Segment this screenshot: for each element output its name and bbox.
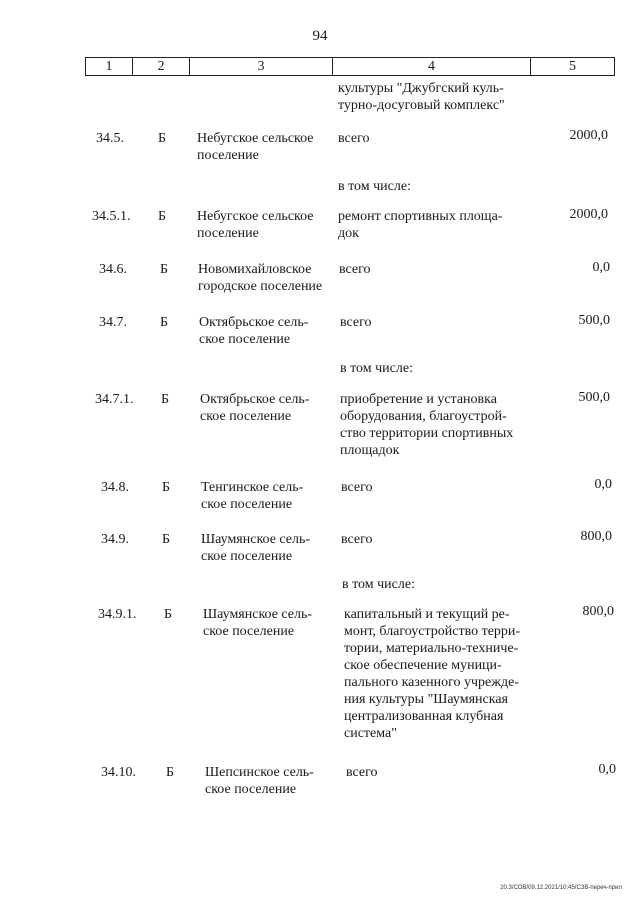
row-description: всего (341, 532, 373, 547)
table-header (85, 57, 615, 76)
row-name: Шаумянское сель- ское поселение (203, 607, 313, 639)
row-group: Б (166, 765, 175, 780)
row-group: Б (162, 480, 171, 495)
row-description: всего (339, 262, 371, 277)
row-name: Шаумянское сель- ское поселение (201, 532, 311, 564)
subtotal-label: в том числе: (342, 577, 415, 592)
row-description: всего (341, 480, 373, 495)
row-amount: 0,0 (592, 260, 610, 275)
row-group: Б (162, 532, 171, 547)
header-col-5: 5 (569, 59, 576, 74)
row-group: Б (164, 607, 173, 622)
row-number: 34.7. (99, 315, 127, 330)
row-name: Шепсинское сель- ское поселение (205, 765, 314, 797)
row-description: всего (338, 131, 370, 146)
row-description: капитальный и текущий ре- монт, благоустройство терри- тории, материально-техниче- ское обеспечение муници- пального казенного учрежде- ния культуры "Шаумянская централизованная клубная система" (344, 607, 521, 741)
header-col-4: 4 (333, 58, 531, 75)
subtotal-label: в том числе: (338, 179, 411, 194)
row-group: Б (160, 262, 169, 277)
row-name: Октябрьское сель- ское поселение (200, 392, 310, 424)
row-amount: 0,0 (598, 762, 616, 777)
row-amount: 800,0 (580, 529, 612, 544)
row-amount: 500,0 (578, 390, 610, 405)
row-amount: 2000,0 (569, 128, 608, 143)
row-group: Б (160, 315, 169, 330)
row-number: 34.6. (99, 262, 127, 277)
row-number: 34.10. (101, 765, 136, 780)
row-description: ремонт спортивных площа- док (338, 209, 503, 241)
row-description: приобретение и установка оборудования, благоустрой- ство территории спортивных площадок (340, 392, 514, 458)
row-name: Небугское сельское поселение (197, 131, 314, 163)
subtotal-label: в том числе: (340, 361, 413, 376)
row-number: 34.8. (101, 480, 129, 495)
row-description: всего (340, 315, 372, 330)
row-number: 34.7.1. (95, 392, 134, 407)
row-amount: 2000,0 (569, 207, 608, 222)
row-group: Б (161, 392, 170, 407)
continuation-text: культуры "Джубгский куль- турно-досуговый комплекс" (338, 81, 505, 113)
page-number: 94 (312, 28, 328, 44)
footer-note: 20.3/СОВ/09.12.2021/10:45/СЗВ-переч-прил (500, 885, 622, 891)
row-name: Тенгинское сель- ское поселение (201, 480, 304, 512)
row-description: всего (346, 765, 378, 780)
row-group: Б (158, 209, 167, 224)
row-amount: 500,0 (578, 313, 610, 328)
row-amount: 0,0 (594, 477, 612, 492)
row-name: Новомихайловское городское поселение (198, 262, 323, 294)
row-number: 34.5.1. (92, 209, 131, 224)
row-number: 34.9. (101, 532, 129, 547)
header-col-1: 1 (86, 58, 133, 75)
header-col-3: 3 (190, 58, 333, 75)
row-number: 34.5. (96, 131, 124, 146)
header-col-2: 2 (133, 58, 190, 75)
row-name: Небугское сельское поселение (197, 209, 314, 241)
row-group: Б (158, 131, 167, 146)
row-number: 34.9.1. (98, 607, 137, 622)
row-amount: 800,0 (582, 604, 614, 619)
row-name: Октябрьское сель- ское поселение (199, 315, 309, 347)
